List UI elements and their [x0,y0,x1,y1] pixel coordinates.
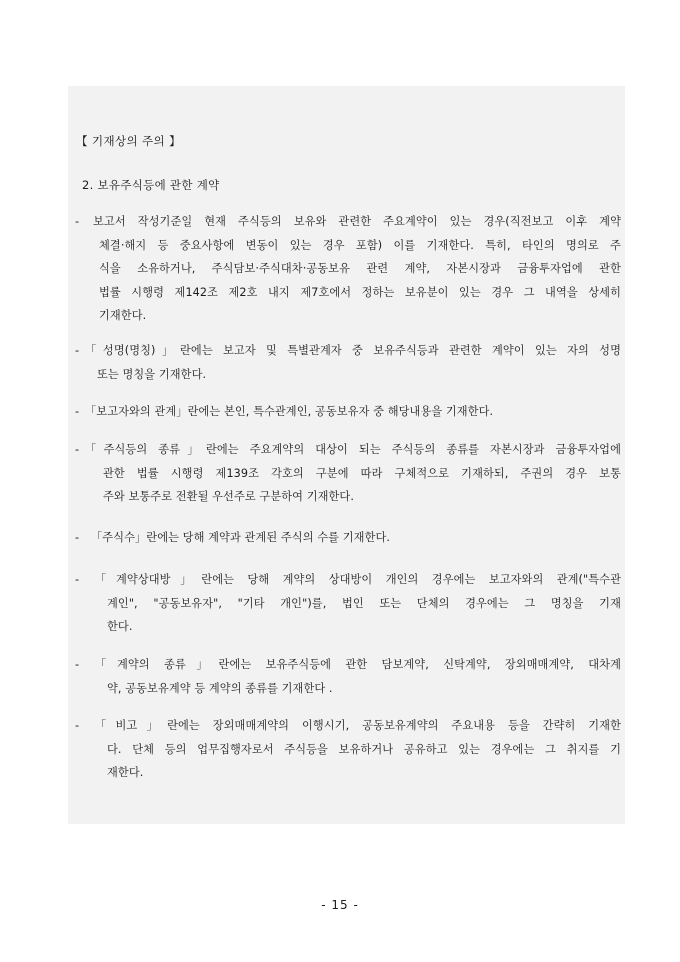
text-line: 「계약의 종류」란에는 보유주식등에 관한 담보계약, 신탁계약, 장외매매계약, 대차계 [95,658,621,671]
text-line: 다. 단체 등의 업무집행자로서 주식등을 보유하거나 공유하고 있는 경우에는 그 취지를 기 [107,742,621,756]
section-heading: 【 기재상의 주의 】 [76,134,182,148]
text-line: 「보고자와의 관계」란에는 본인, 특수관계인, 공동보유자 중 해당내용을 기재한다. [85,405,494,418]
list-dash: - [75,658,80,671]
text-line: 한다. [107,620,133,633]
text-line: 관한 법률 시행령 제139조 각호의 구분에 따라 구체적으로 기재하되, 주권의 경우 보통 [103,466,621,480]
text-line: 보고서 작성기준일 현재 주식등의 보유와 관련한 주요계약이 있는 경우(직전보고 이후 계약 [93,215,621,228]
text-line: 「주식등의 종류」란에는 주요계약의 대상이 되는 주식등의 종류를 자본시장과 금융투자업에 [85,443,621,456]
text-line: 재한다. [107,766,144,779]
text-line: 법률 시행령 제142조 제2호 내지 제7호에서 정하는 보유분이 있는 경우 그 내역을 상세히 [99,285,621,299]
text-line: 「성명(명칭)」란에는 보고자 및 특별관계자 중 보유주식등과 관련한 계약이 있는 자의 성명 [85,344,621,357]
text-line: 체결·해지 등 중요사항에 변동이 있는 경우 포함) 이를 기재한다. 특히, 타인의 명의로 주 [99,238,621,252]
list-dash: - [75,443,80,456]
list-item [75,568,621,639]
text-line: 「계약상대방」란에는 당해 계약의 상대방이 개인의 경우에는 보고자와의 관계("특수관 [95,573,621,586]
text-line: 「비고」란에는 장외매매계약의 이행시기, 공동보유계약의 주요내용 등을 간략히 기재한 [95,719,621,732]
text-line: 주와 보통주로 전환될 우선주로 구분하여 기재한다. [103,490,354,503]
list-item [75,210,621,328]
list-dash: - [75,405,80,418]
list-item [75,653,621,700]
page-number: - 15 - [321,898,359,912]
text-line: 약, 공동보유계약 등 계약의 종류를 기재한다 . [107,681,333,695]
text-line: 또는 명칭을 기재한다. [97,367,207,381]
text-line: 계인", "공동보유자", "기타 개인")를, 법인 또는 단체의 경우에는 그 명칭을 기재 [107,596,621,610]
list-dash: - [75,215,80,228]
text-line: 식을 소유하거나, 주식담보·주식대차·공동보유 관련 계약, 자본시장과 금융투자업에 관한 [99,262,621,275]
list-item [75,400,621,424]
subsection-heading: 2. 보유주식등에 관한 계약 [82,178,220,192]
list-item [75,714,621,785]
list-dash: - [75,344,80,357]
list-item [75,438,621,509]
list-dash: - [75,719,80,732]
list-item [75,526,621,550]
list-dash: - [75,573,80,586]
text-line: 기재한다. [99,309,147,322]
text-line: 「주식수」란에는 당해 계약과 관계된 주식의 수를 기재한다. [91,531,391,544]
list-dash: - [75,531,80,544]
list-item [75,339,621,386]
